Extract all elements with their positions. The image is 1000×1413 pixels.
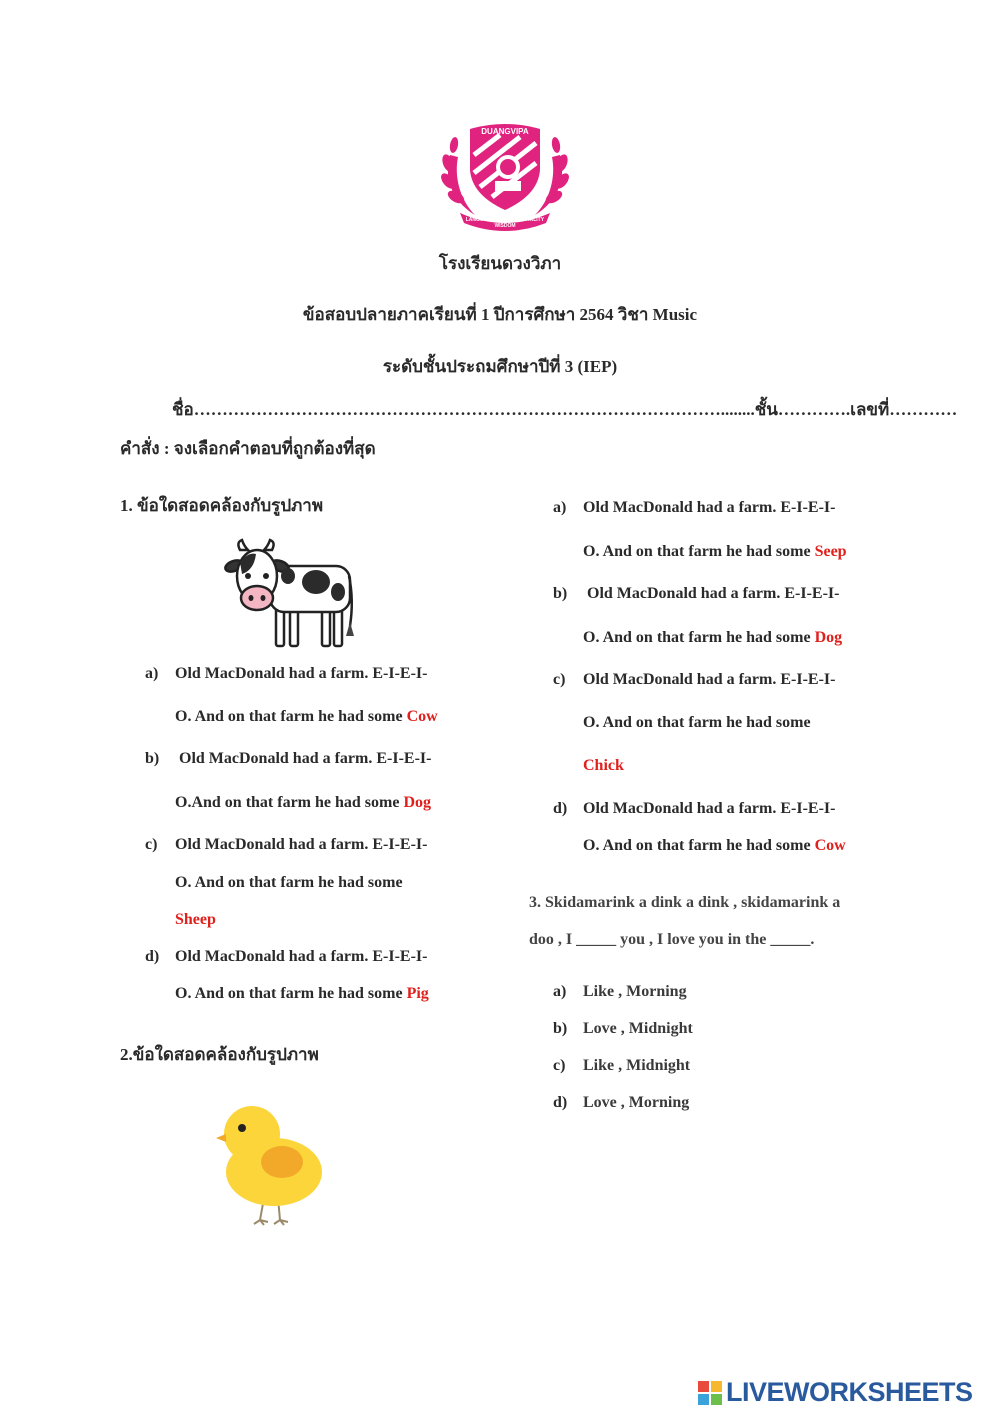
q2-option-d[interactable]: d) Old MacDonald had a farm. E-I-E-I- [553,800,836,817]
svg-text:MORALITY: MORALITY [517,217,545,223]
q1-option-c-answer: Sheep [175,911,216,928]
q3-option-a[interactable]: a) Like , Morning [553,983,687,1000]
q2-option-c[interactable]: c) Old MacDonald had a farm. E-I-E-I- [553,671,836,688]
q2-option-c-answer: Chick [583,757,624,774]
q2-option-a-answer: Seep [814,543,847,560]
grade-level: ระดับชั้นประถมศึกษาปีที่ 3 (IEP) [382,357,618,376]
liveworksheets-logo-icon [698,1381,722,1405]
q1-option-c[interactable]: c) Old MacDonald had a farm. E-I-E-I- [145,836,428,853]
q1-option-d[interactable]: d) Old MacDonald had a farm. E-I-E-I- [145,948,428,965]
q3-question-line1: 3. Skidamarink a dink a dink , skidamarink a [529,894,841,911]
q1-option-b-answer: Dog [403,794,432,811]
svg-text:WISDOM: WISDOM [494,223,516,229]
q2-option-d-line2: O. And on that farm he had some Cow [583,837,846,854]
cow-picture [228,540,358,650]
q1-option-d-line2: O. And on that farm he had some Pig [175,985,429,1002]
q1-option-a-answer: Cow [406,708,438,725]
svg-text:LANGUAGE: LANGUAGE [465,217,495,223]
q3-question-line2: doo , I _____ you , I love you in the _____. [529,931,815,948]
q2-option-c-line2: O. And on that farm he had some [583,714,811,731]
q3-option-c[interactable]: c) Like , Midnight [553,1057,691,1074]
liveworksheets-brand[interactable]: LIVEWORKSHEETS [726,1377,973,1407]
q1-option-b-line2: O.And on that farm he had some Dog [175,794,432,811]
chick-picture [212,1100,327,1228]
q1-option-a[interactable]: a) Old MacDonald had a farm. E-I-E-I- [145,665,428,682]
q2-option-b-answer: Dog [814,629,843,646]
q3-option-d[interactable]: d) Love , Morning [553,1094,690,1111]
q1-option-d-answer: Pig [406,985,429,1002]
q2-question: 2.ข้อใดสอดคล้องกับรูปภาพ [120,1045,319,1064]
q2-option-a-line2: O. And on that farm he had some Seep [583,543,847,560]
school-name: โรงเรียนดวงวิภา [438,254,562,273]
instruction: คำสั่ง : จงเลือกคำตอบที่ถูกต้องที่สุด [120,439,376,458]
q1-option-a-line2: O. And on that farm he had some Cow [175,708,438,725]
name-line[interactable]: ชื่อ…………………………………………………………………………………........ชั้น………….เลขที่………… [172,400,958,419]
q1-option-c-line2: O. And on that farm he had some [175,874,403,891]
q2-option-b[interactable]: b) Old MacDonald had a farm. E-I-E-I- [553,585,840,602]
q2-option-d-answer: Cow [814,837,846,854]
school-logo [440,115,570,227]
logo-banner-text: DUANGVIPA [481,127,529,136]
q2-option-a[interactable]: a) Old MacDonald had a farm. E-I-E-I- [553,499,836,516]
exam-title: ข้อสอบปลายภาคเรียนที่ 1 ปีการศึกษา 2564 วิชา Music [302,305,698,324]
q1-question: 1. ข้อใดสอดคล้องกับรูปภาพ [120,496,324,515]
q3-option-b[interactable]: b) Love , Midnight [553,1020,693,1037]
q1-option-b[interactable]: b) Old MacDonald had a farm. E-I-E-I- [145,750,432,767]
q2-option-b-line2: O. And on that farm he had some Dog [583,629,843,646]
